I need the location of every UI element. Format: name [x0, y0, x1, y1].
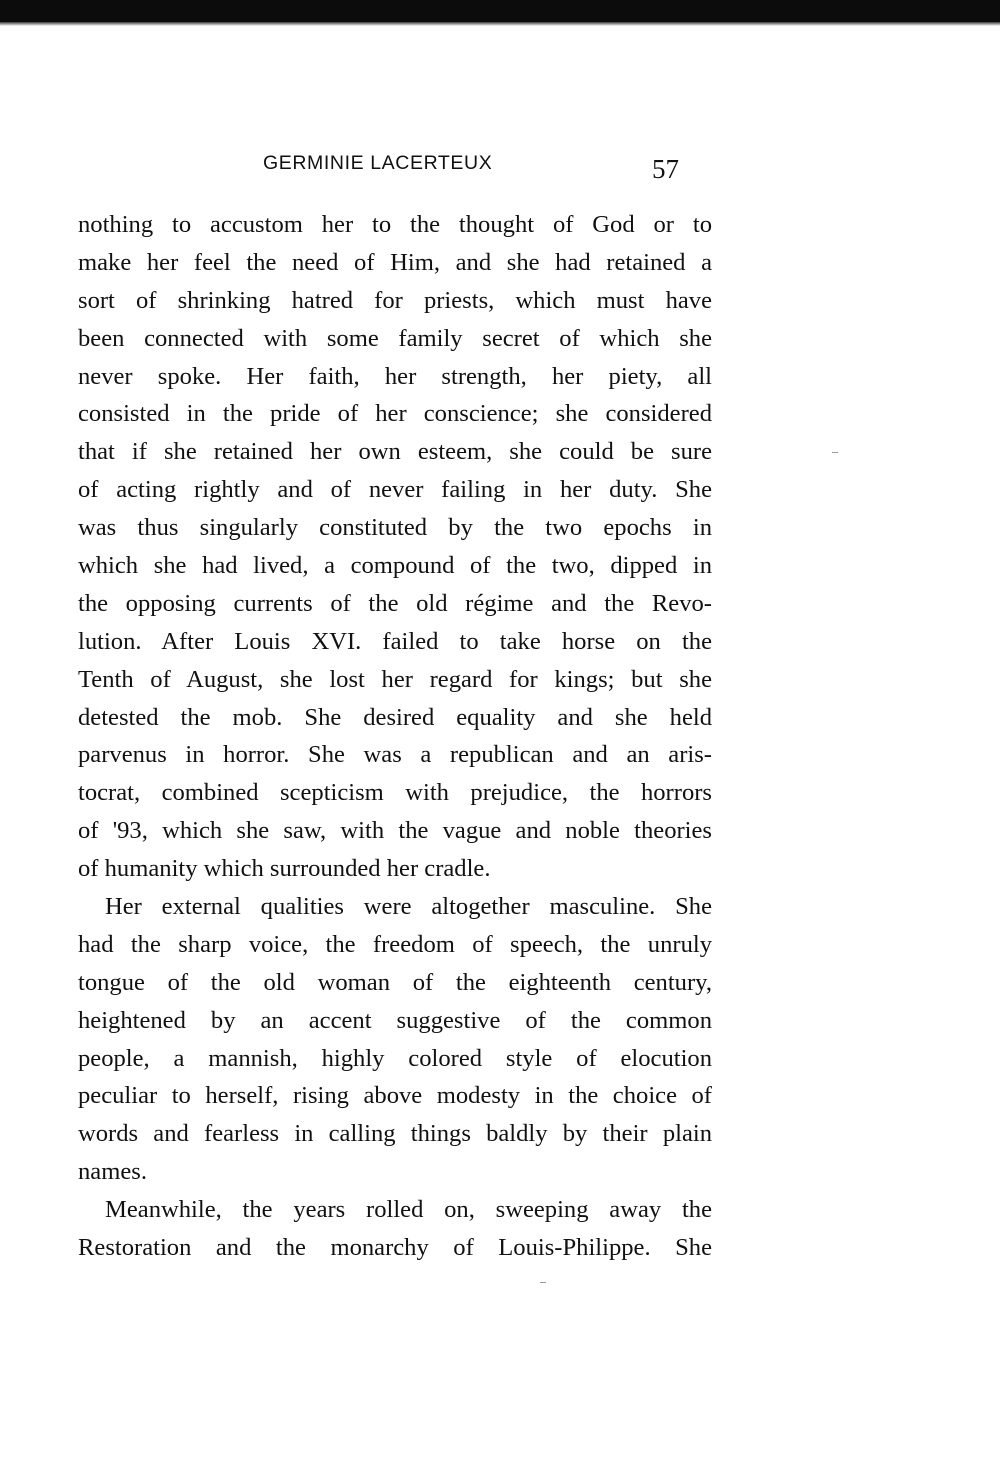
- scan-top-border-shadow: [0, 22, 1000, 26]
- text-line: peculiar to herself, rising above modesty in the choice of: [78, 1082, 712, 1110]
- text-line: sort of shrinking hatred for priests, which must have: [78, 286, 712, 314]
- text-line: been connected with some family secret of which she: [78, 324, 712, 352]
- text-line: people, a mannish, highly colored style of elocution: [78, 1044, 712, 1072]
- text-line: parvenus in horror. She was a republican and an aris-: [78, 741, 712, 769]
- page-number: 57: [652, 154, 679, 184]
- text-line: tongue of the old woman of the eighteenth century,: [78, 968, 712, 996]
- text-line: of humanity which surrounded her cradle.: [78, 855, 491, 883]
- text-line: that if she retained her own esteem, she could be sure: [78, 438, 712, 466]
- text-line: never spoke. Her faith, her strength, her piety, all: [78, 362, 712, 390]
- text-line: make her feel the need of Him, and she had retained a: [78, 248, 712, 276]
- scan-top-border: [0, 0, 1000, 22]
- paragraph-3: [78, 1191, 712, 1267]
- text-line: Meanwhile, the years rolled on, sweeping away the: [105, 1196, 712, 1224]
- body-text: [78, 206, 712, 1267]
- text-line: which she had lived, a compound of the two, dipped in: [78, 552, 712, 580]
- paragraph-2: [78, 888, 712, 1191]
- running-head-title: GERMINIE LACERTEUX: [263, 152, 493, 174]
- text-line: lution. After Louis XVI. failed to take horse on the: [78, 627, 712, 655]
- text-line: words and fearless in calling things baldly by their plain: [78, 1120, 712, 1148]
- text-line: was thus singularly constituted by the two epochs in: [78, 514, 712, 542]
- text-line: of acting rightly and of never failing in her duty. She: [78, 476, 712, 504]
- text-line: detested the mob. She desired equality and she held: [78, 703, 712, 731]
- text-line: Tenth of August, she lost her regard for kings; but she: [78, 665, 712, 693]
- text-line: nothing to accustom her to the thought of God or to: [78, 211, 712, 238]
- text-line: Restoration and the monarchy of Louis-Philippe. She: [78, 1234, 712, 1262]
- text-line: heightened by an accent suggestive of the common: [78, 1006, 712, 1034]
- text-line: Her external qualities were altogether masculine. She: [105, 893, 712, 921]
- text-line: tocrat, combined scepticism with prejudice, the horrors: [78, 779, 712, 807]
- text-line: had the sharp voice, the freedom of speech, the unruly: [78, 930, 712, 958]
- text-line: the opposing currents of the old régime and the Revo-: [78, 589, 712, 617]
- text-line: of '93, which she saw, with the vague and noble theories: [78, 817, 712, 845]
- scan-speck: [540, 1282, 546, 1283]
- text-line: names.: [78, 1158, 147, 1186]
- paragraph-1: [78, 206, 712, 888]
- scan-speck: [832, 452, 838, 453]
- text-line: consisted in the pride of her conscience; she considered: [78, 400, 712, 428]
